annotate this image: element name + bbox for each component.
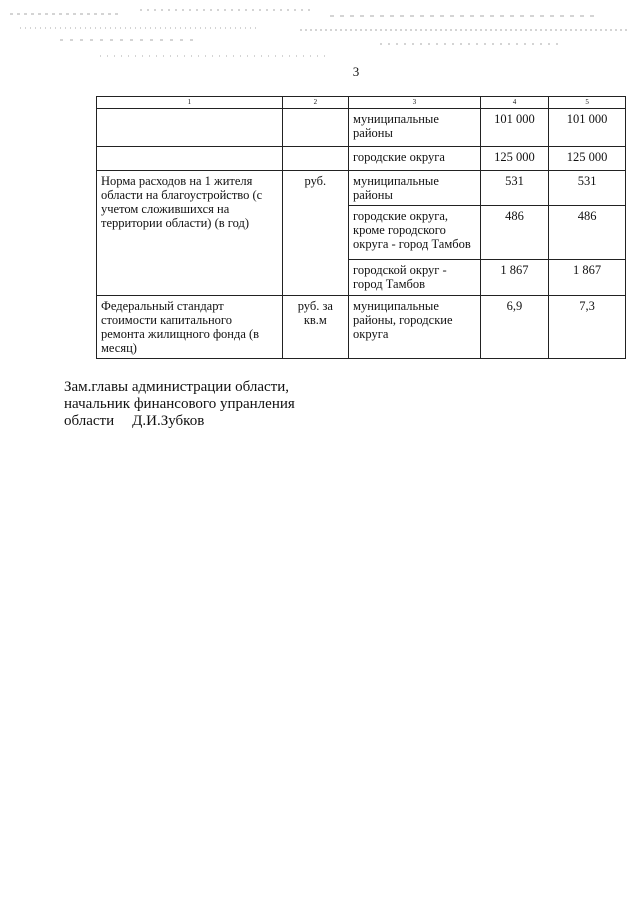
table-cell: 531: [549, 171, 626, 206]
table-cell: городской округ - город Тамбов: [349, 260, 481, 296]
table-cell: 125 000: [549, 147, 626, 171]
signature-block: [64, 379, 295, 430]
header-cell: 5: [549, 97, 626, 109]
table-cell: Федеральный стандарт стоимости капитального ремонта жилищного фонда (в месяц): [97, 296, 283, 359]
table-cell: муниципальные районы, городские округа: [349, 296, 481, 359]
standards-table: [96, 96, 626, 359]
table-cell: 6,9: [480, 296, 548, 359]
signatory-name: Д.И.Зубков: [132, 413, 205, 429]
table-row: [97, 147, 626, 171]
table-cell: 125 000: [480, 147, 548, 171]
table-cell: 101 000: [549, 109, 626, 147]
signature-line: Зам.главы администрации области,: [64, 379, 289, 395]
table-cell: руб. за кв.м: [282, 296, 348, 359]
table-cell: 101 000: [480, 109, 548, 147]
table-cell: руб.: [282, 171, 348, 296]
table-cell: [282, 109, 348, 147]
table-cell: 531: [480, 171, 548, 206]
table-cell: городские округа, кроме городского округа - город Тамбов: [349, 206, 481, 260]
table-cell: 486: [480, 206, 548, 260]
table-row: [97, 296, 626, 359]
table-header-row: [97, 97, 626, 109]
signature-line: [64, 413, 295, 430]
table-cell: городские округа: [349, 147, 481, 171]
header-cell: 2: [282, 97, 348, 109]
table-cell: 7,3: [549, 296, 626, 359]
table-row: [97, 171, 626, 206]
table-cell: муниципальные районы: [349, 109, 481, 147]
table-cell: [97, 147, 283, 171]
scan-noise-top: [0, 0, 640, 80]
table-cell: [97, 109, 283, 147]
header-cell: 1: [97, 97, 283, 109]
table-cell: 1 867: [549, 260, 626, 296]
page-number: 3: [352, 64, 360, 79]
signature-line: начальник финансового упранления: [64, 396, 295, 412]
table-row: [97, 109, 626, 147]
signature-line-prefix: области: [64, 413, 115, 429]
header-cell: 4: [480, 97, 548, 109]
header-cell: 3: [349, 97, 481, 109]
table-cell: муниципальные районы: [349, 171, 481, 206]
table-cell: Норма расходов на 1 жителя области на благоустройство (с учетом сложившихся на территории области) (в год): [97, 171, 283, 296]
table-cell: 486: [549, 206, 626, 260]
table-cell: [282, 147, 348, 171]
table-cell: 1 867: [480, 260, 548, 296]
